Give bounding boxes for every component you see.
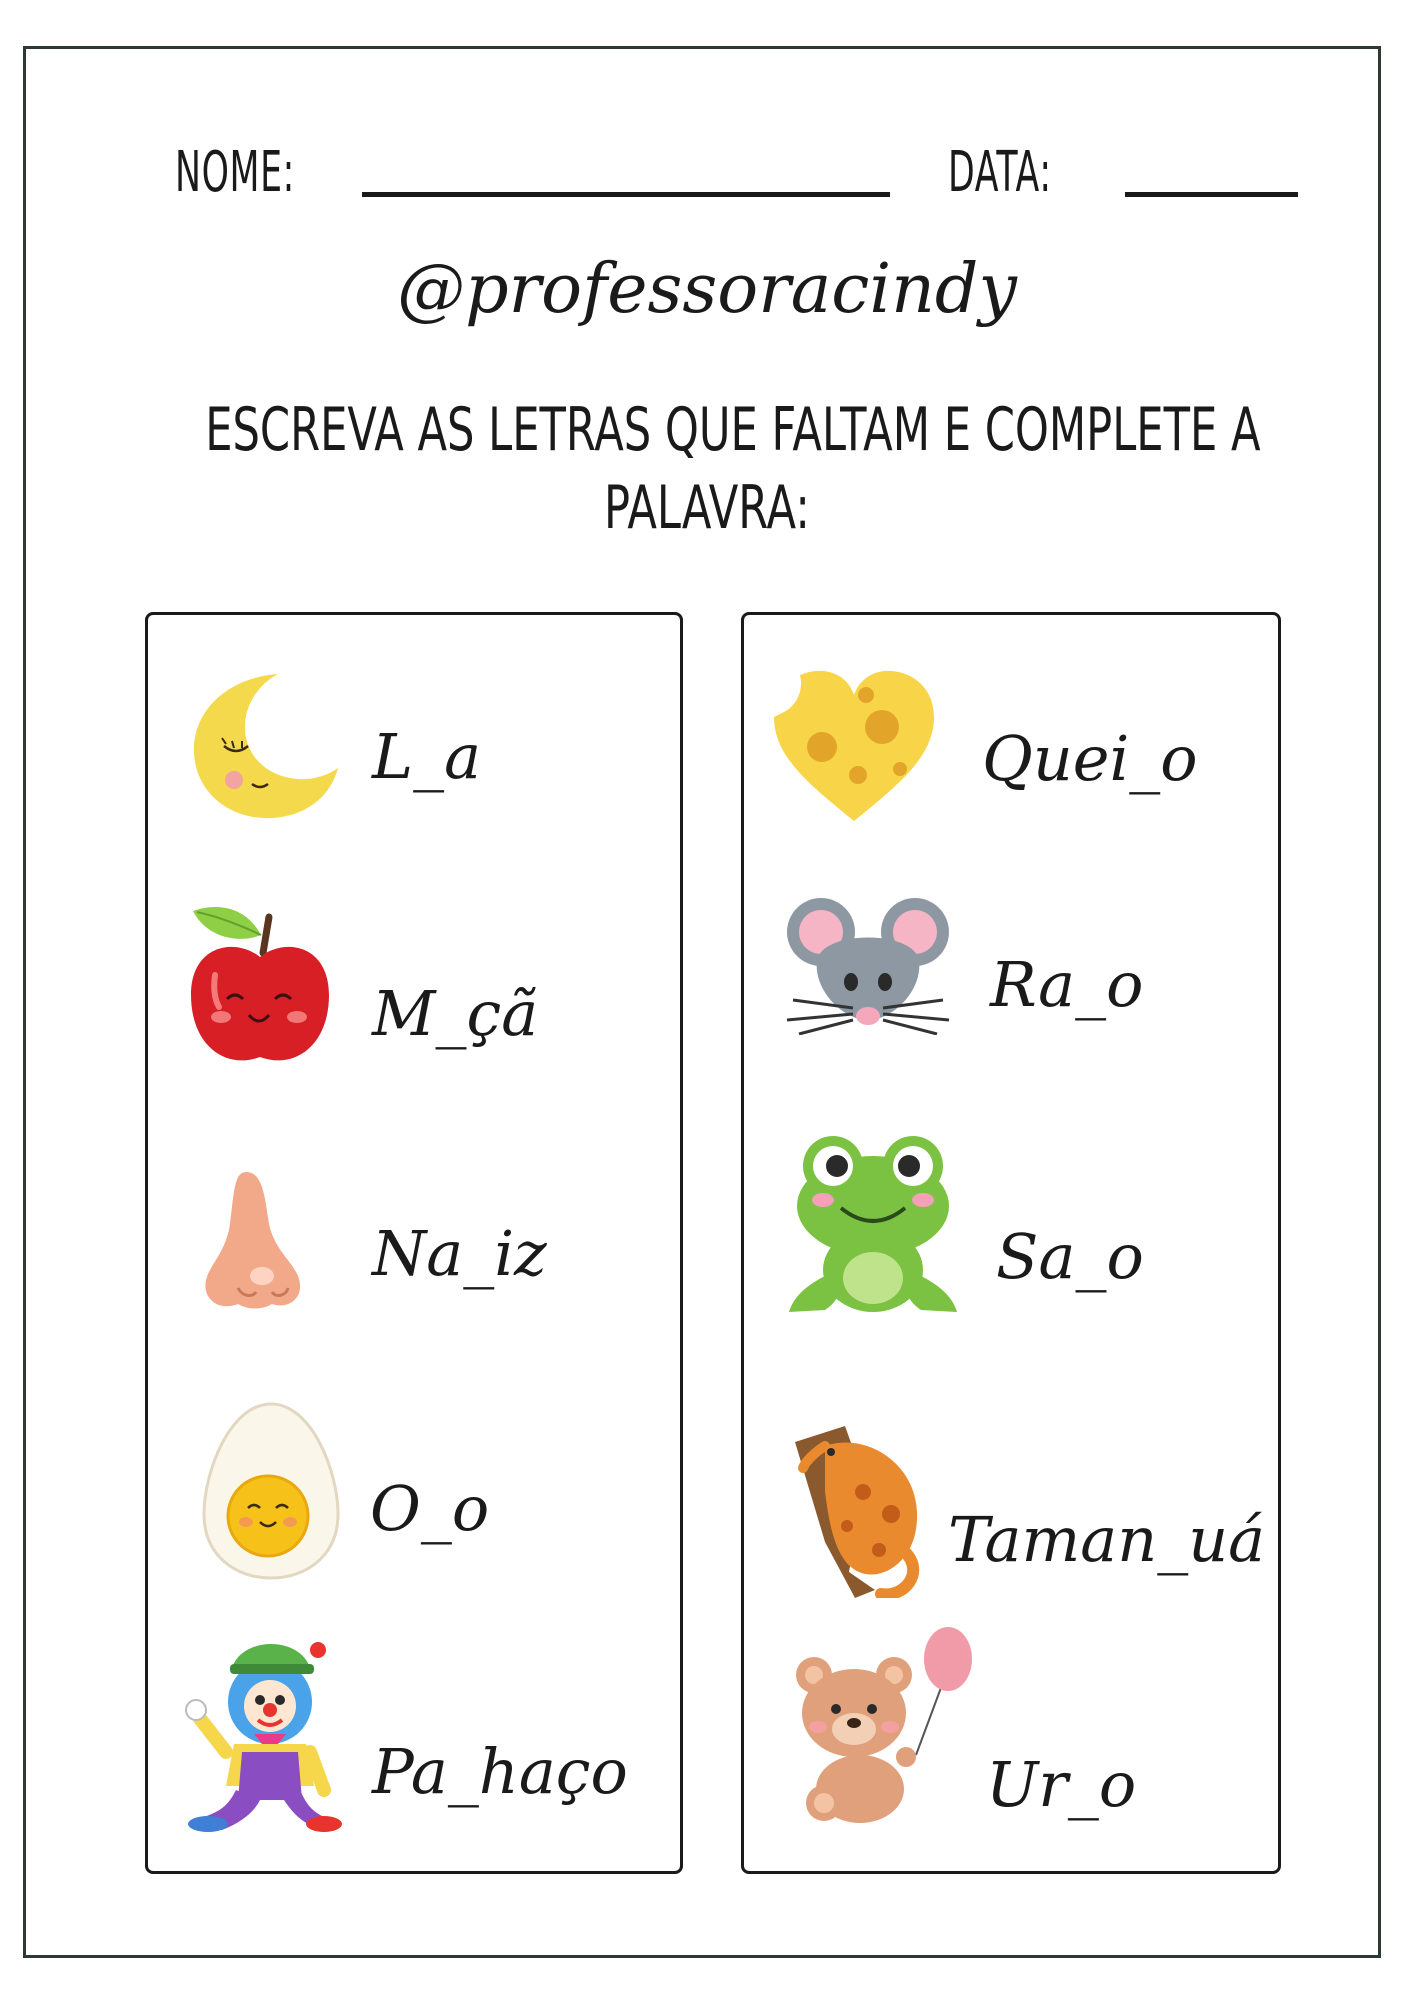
egg-icon <box>200 1400 342 1582</box>
name-line[interactable] <box>362 192 890 197</box>
instruction-line-2: PALAVRA: <box>604 473 810 543</box>
word-frog: Sa_o <box>996 1220 1144 1293</box>
word-egg: O_o <box>370 1472 490 1545</box>
mouse-icon <box>783 890 953 1035</box>
instruction-line-1: ESCREVA AS LETRAS QUE FALTAM E COMPLETE A <box>205 395 1261 465</box>
word-apple: M_çã <box>372 977 539 1050</box>
word-nose: Na_iz <box>372 1217 547 1290</box>
word-mouse: Ra_o <box>990 948 1144 1021</box>
word-bear: Ur_o <box>986 1748 1137 1821</box>
apple-icon <box>185 895 335 1070</box>
date-label: DATA: <box>948 140 1052 205</box>
nose-icon <box>198 1168 313 1313</box>
moon-icon <box>190 668 340 823</box>
frog-icon <box>785 1126 961 1321</box>
date-line[interactable] <box>1125 192 1298 197</box>
word-anteater: Taman_uá <box>948 1503 1266 1576</box>
bear-icon <box>790 1625 980 1825</box>
word-moon: L_a <box>372 720 482 793</box>
author-handle: @professoracindy <box>397 250 1017 329</box>
clown-icon <box>182 1640 342 1835</box>
word-clown: Pa_haço <box>372 1735 628 1808</box>
name-label: NOME: <box>175 140 295 205</box>
anteater-icon <box>785 1422 925 1598</box>
cheese-icon <box>770 665 938 825</box>
word-cheese: Quei_o <box>982 722 1198 795</box>
